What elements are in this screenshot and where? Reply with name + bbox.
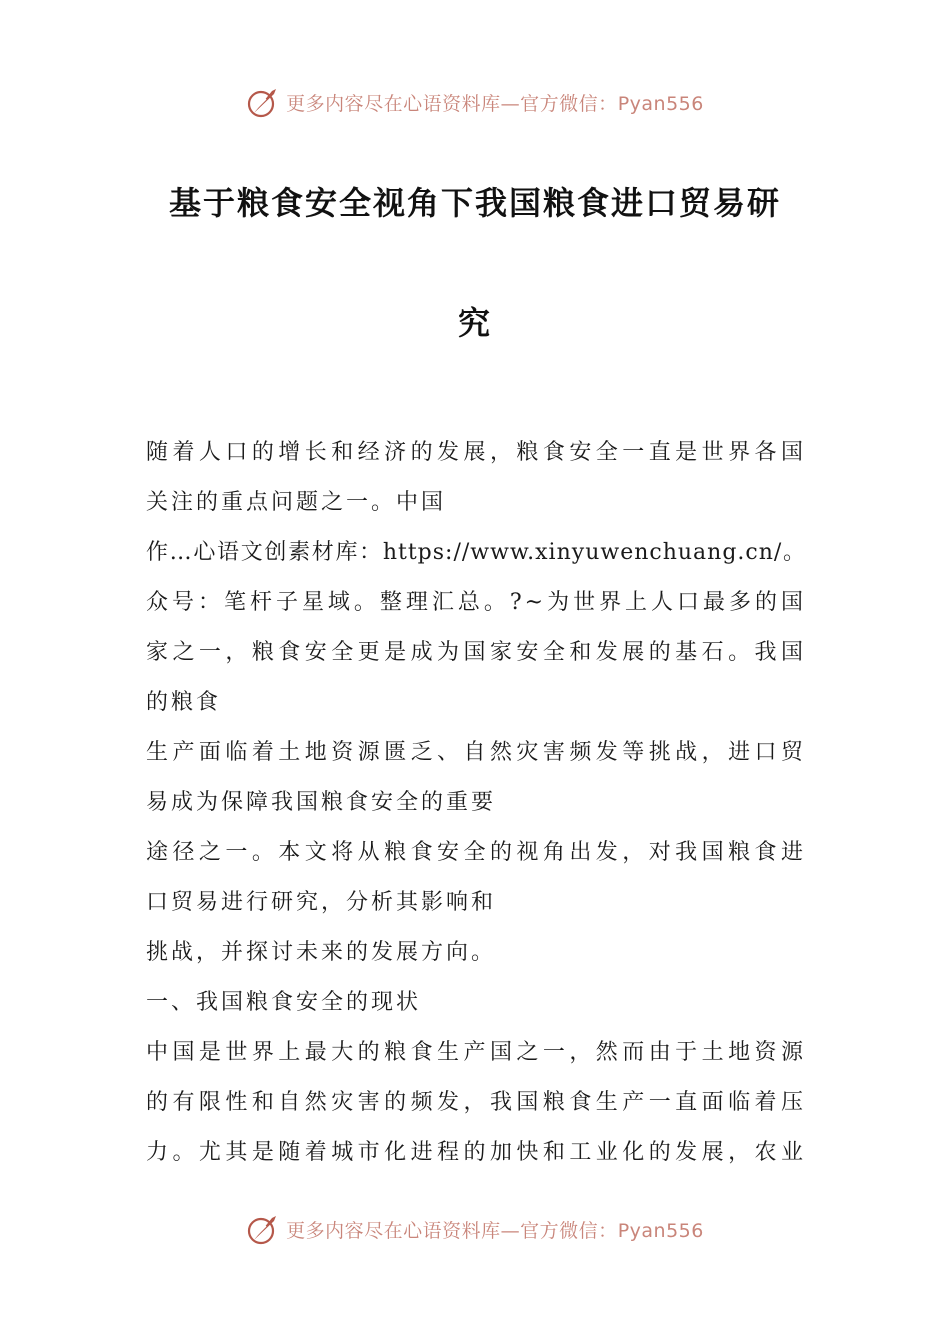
header-banner-wechat: Pyan556 <box>617 92 704 115</box>
body-line: 家之一，粮食安全更是成为国家安全和发展的基石。我国 <box>146 640 806 665</box>
body-line: 易成为保障我国粮食安全的重要 <box>146 790 497 815</box>
body-line: 途径之一。本文将从粮食安全的视角出发，对我国粮食进 <box>146 840 806 865</box>
body-line: 力。尤其是随着城市化进程的加快和工业化的发展，农业 <box>146 1140 806 1165</box>
document-title-line-2: 究 <box>457 304 492 342</box>
quill-pen-logo-icon <box>246 1212 280 1246</box>
header-watermark-banner <box>0 82 950 122</box>
footer-banner-sep: —官方微信： <box>500 1219 618 1242</box>
body-line: 作…心语文创素材库：https://www.xinyuwenchuang.cn/。 <box>146 540 806 565</box>
body-line: 随着人口的增长和经济的发展，粮食安全一直是世界各国 <box>146 440 806 465</box>
body-line: 的有限性和自然灾害的频发，我国粮食生产一直面临着压 <box>146 1090 806 1115</box>
header-banner-text <box>286 89 704 116</box>
body-text <box>146 428 806 1178</box>
footer-watermark-banner <box>0 1209 950 1249</box>
footer-banner-wechat: Pyan556 <box>617 1219 704 1242</box>
footer-banner-main: 更多内容尽在心语资料库 <box>286 1219 501 1242</box>
body-line: 生产面临着土地资源匮乏、自然灾害频发等挑战，进口贸 <box>146 740 806 765</box>
body-line: 的粮食 <box>146 690 222 715</box>
body-line: 口贸易进行研究，分析其影响和 <box>146 890 497 915</box>
section-heading: 一、我国粮食安全的现状 <box>146 990 422 1015</box>
footer-banner-text <box>286 1216 704 1243</box>
body-line: 众号：笔杆子星域。整理汇总。?~为世界上人口最多的国 <box>146 590 806 615</box>
body-line: 挑战，并探讨未来的发展方向。 <box>146 940 497 965</box>
header-banner-sep: —官方微信： <box>500 92 618 115</box>
quill-pen-logo-icon <box>246 85 280 119</box>
body-line: 关注的重点问题之一。中国 <box>146 490 447 515</box>
header-banner-main: 更多内容尽在心语资料库 <box>286 92 501 115</box>
document-title-line-1: 基于粮食安全视角下我国粮食进口贸易研 <box>168 184 781 222</box>
body-line: 中国是世界上最大的粮食生产国之一，然而由于土地资源 <box>146 1040 806 1065</box>
